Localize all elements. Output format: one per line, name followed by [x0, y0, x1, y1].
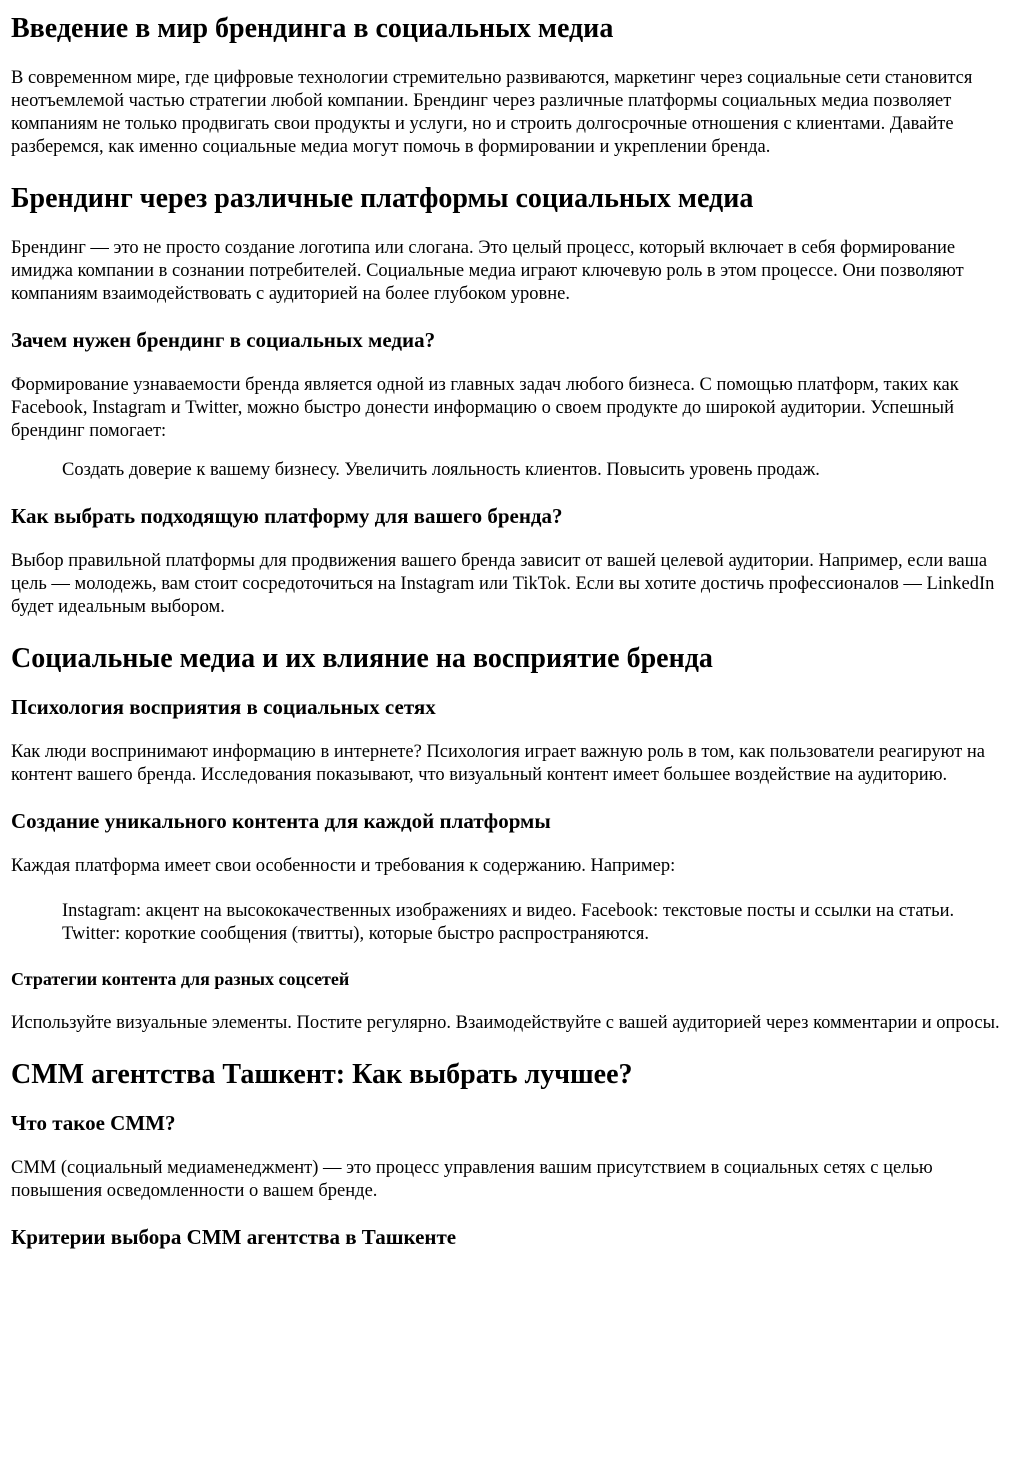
- paragraph-branding-definition: Брендинг — это не просто создание логотипа или слогана. Это целый процесс, который включает в себя формирование имиджа компании в сознании потребителей. Социальные медиа играют ключевую роль в этом процессе. Они позволяют компаниям взаимодействовать с аудиторией на более глубоком уровне.: [11, 238, 964, 304]
- article: [0, 13, 1024, 1249]
- heading-branding-platforms: Брендинг через различные платформы социальных медиа: [11, 183, 754, 214]
- subheading-choose-platform: Как выбрать подходящую платформу для вашего бренда?: [11, 504, 563, 528]
- paragraph-intro: В современном мире, где цифровые технологии стремительно развиваются, маркетинг через социальные сети становится неотъемлемой частью стратегии любой компании. Брендинг через различные платформы социальных медиа позволяет компаниям не только продвигать свои продукты и услуги, но и строить долгосрочные отношения с клиентами. Давайте разберемся, как именно социальные медиа могут помочь в формировании и укреплении бренда.: [11, 68, 973, 157]
- subheading-psychology: Психология восприятия в социальных сетях: [11, 695, 436, 719]
- subheading-unique-content: Создание уникального контента для каждой платформы: [11, 809, 551, 833]
- paragraph-choose-platform: Выбор правильной платформы для продвижения вашего бренда зависит от вашей целевой аудитории. Например, если ваша цель — молодежь, вам стоит сосредоточиться на Instagram или TikTok. Если вы хотите достичь профессионалов — LinkedIn будет идеальным выбором.: [11, 551, 995, 617]
- paragraph-why-branding: Формирование узнаваемости бренда является одной из главных задач любого бизнеса. С помощью платформ, таких как Facebook, Instagram и Twitter, можно быстро донести информацию о своем продукте до широкой аудитории. Успешный брендинг помогает:: [11, 375, 959, 441]
- subheading-content-strategies: Стратегии контента для разных соцсетей: [11, 969, 350, 989]
- paragraph-unique-content: Каждая платформа имеет свои особенности и требования к содержанию. Например:: [11, 856, 676, 876]
- paragraph-content-strategies: Используйте визуальные элементы. Постите регулярно. Взаимодействуйте с вашей аудиторией через комментарии и опросы.: [11, 1013, 1000, 1033]
- paragraph-what-is-smm: СММ (социальный медиаменеджмент) — это процесс управления вашим присутствием в социальных сетях с целью повышения осведомленности о вашем бренде.: [11, 1158, 933, 1201]
- subheading-agency-criteria: Критерии выбора СММ агентства в Ташкенте: [11, 1225, 457, 1249]
- list-platform-specifics: Instagram: акцент на высококачественных изображениях и видео. Facebook: текстовые посты и ссылки на статьи. Twitter: короткие сообщения (твитты), которые быстро распространяются.: [62, 901, 955, 944]
- heading-smm-tashkent: СММ агентства Ташкент: Как выбрать лучшее?: [11, 1059, 633, 1090]
- heading-perception: Социальные медиа и их влияние на восприятие бренда: [11, 643, 713, 674]
- paragraph-psychology: Как люди воспринимают информацию в интернете? Психология играет важную роль в том, как пользователи реагируют на контент вашего бренда. Исследования показывают, что визуальный контент имеет большее воздействие на аудиторию.: [11, 742, 985, 785]
- heading-intro: Введение в мир брендинга в социальных медиа: [11, 13, 614, 44]
- subheading-why-branding: Зачем нужен брендинг в социальных медиа?: [11, 328, 436, 352]
- list-branding-benefits: Создать доверие к вашему бизнесу. Увеличить лояльность клиентов. Повысить уровень продаж.: [62, 460, 820, 480]
- subheading-what-is-smm: Что такое СММ?: [11, 1111, 176, 1135]
